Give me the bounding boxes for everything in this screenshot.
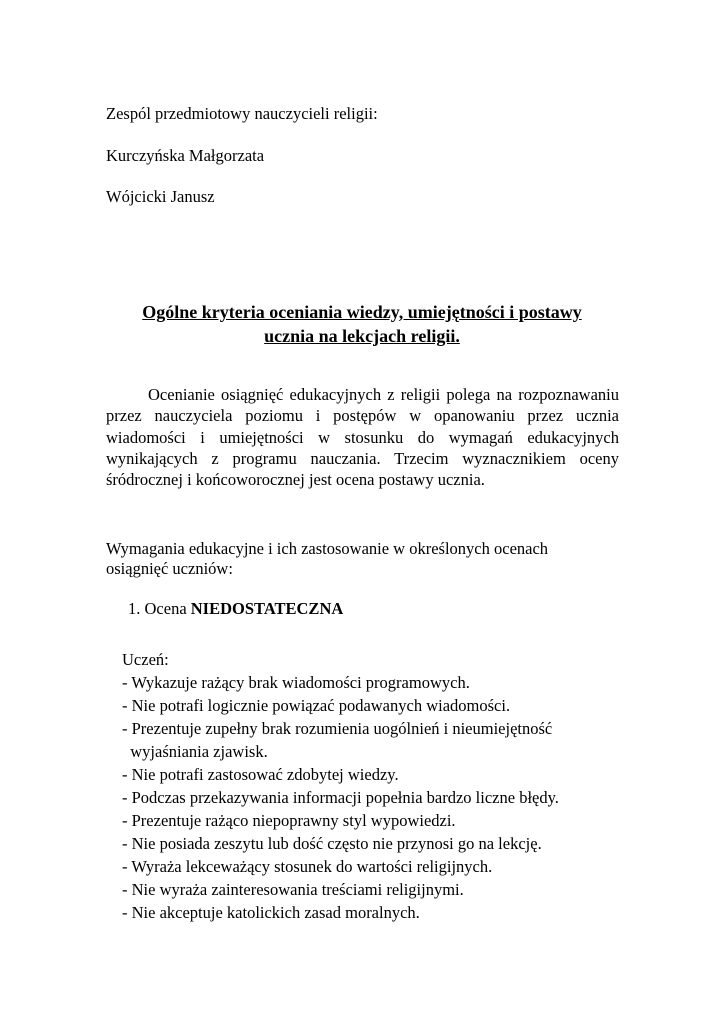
- criterion-item: - Nie potrafi zastosować zdobytej wiedzy.: [122, 765, 399, 784]
- criterion-item: - Prezentuje rażąco niepoprawny styl wypowiedzi.: [122, 811, 456, 830]
- criterion-item: - Wyraża lekceważący stosunek do wartości religijnych.: [122, 857, 493, 876]
- criterion-item: - Nie potrafi logicznie powiązać podawanych wiadomości.: [122, 696, 511, 715]
- document-title-line-2: ucznia na lekcjach religii.: [264, 326, 460, 346]
- grade-heading: [128, 599, 343, 619]
- intro-text: Ocenianie osiągnięć edukacyjnych z religii polega na rozpoznawaniu przez nauczyciela poziomu i postępów w opanowaniu przez ucznia wiadomości i umiejętności w stosunku do wymagań edukacyjnych wynikających z programu nauczania. Trzecim wyznacznikiem oceny śródrocznej i końcoworocznej jest ocena postawy ucznia.: [106, 385, 619, 490]
- grade-prefix: 1. Ocena: [128, 599, 191, 618]
- criterion-item: - Nie wyraża zainteresowania treściami religijnymi.: [122, 880, 464, 899]
- student-label: Uczeń:: [122, 650, 169, 669]
- requirements-intro-line-2: osiągnięć uczniów:: [106, 559, 233, 578]
- criterion-item: - Podczas przekazywania informacji popełnia bardzo liczne błędy.: [122, 788, 559, 807]
- team-member: Wójcicki Janusz: [106, 187, 215, 206]
- criterion-item: - Nie akceptuje katolickich zasad moralnych.: [122, 903, 420, 922]
- criterion-item-continuation: wyjaśniania zjawisk.: [122, 742, 268, 761]
- criterion-item: - Prezentuje zupełny brak rozumienia uogólnień i nieumiejętność: [122, 719, 553, 738]
- team-heading: Zespól przedmiotowy nauczycieli religii:: [106, 104, 378, 123]
- criterion-item: - Wykazuje rażący brak wiadomości programowych.: [122, 673, 470, 692]
- criterion-item: - Nie posiada zeszytu lub dość często nie przynosi go na lekcję.: [122, 834, 542, 853]
- requirements-intro-line-1: Wymagania edukacyjne i ich zastosowanie w określonych ocenach: [106, 539, 549, 558]
- intro-paragraph: [106, 384, 619, 490]
- grade-name: NIEDOSTATECZNA: [190, 599, 344, 618]
- document-title-line-1: Ogólne kryteria oceniania wiedzy, umiejętności i postawy: [142, 302, 582, 322]
- team-member: Kurczyńska Małgorzata: [106, 146, 265, 165]
